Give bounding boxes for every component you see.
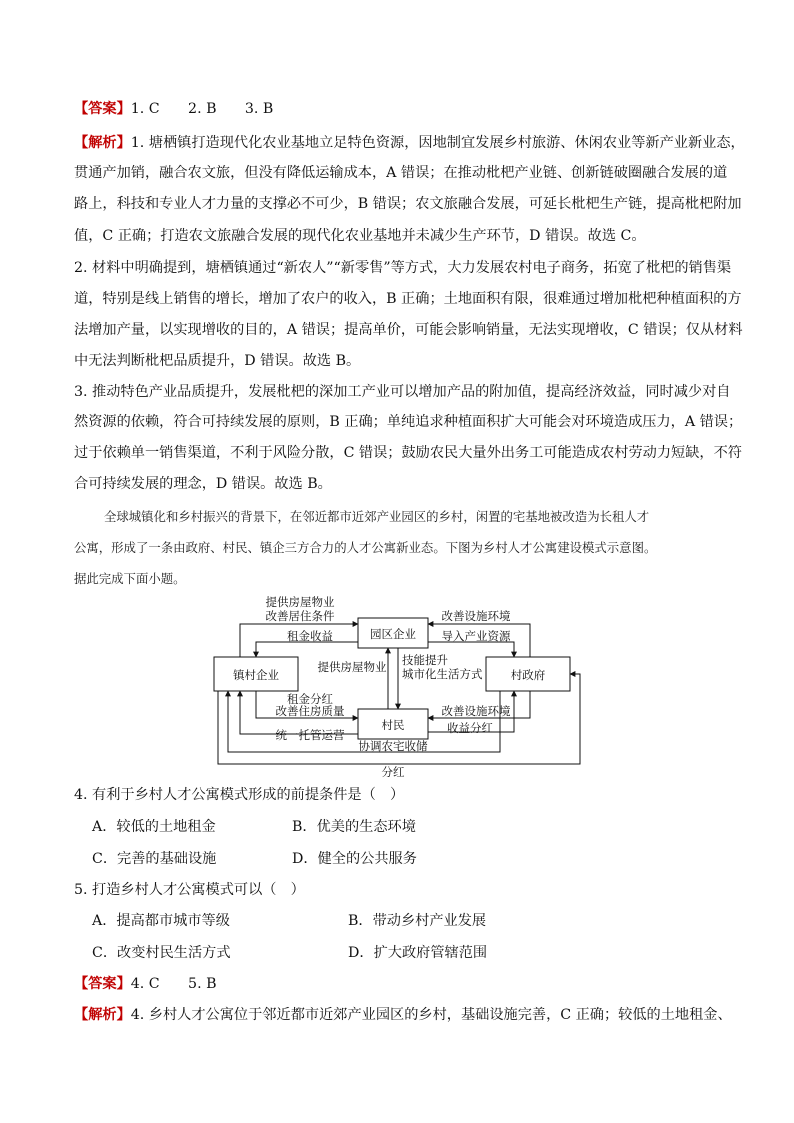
analysis-line: 法增加产量，以实现增收的目的，A 错误；提高单价，可能会影响销量，无法实现增收，C 错误；仅从材料 [74,322,743,338]
answer-tag: 【答案】 [74,976,131,992]
answer-text: 1. C 2. B 3. B [130,101,274,117]
node-park-label: 园区企业 [370,627,416,641]
label-park-to-town: 租金收益 [287,629,333,643]
analysis-line: 过于依赖单一销售渠道，不利于风险分散，C 错误；鼓励农民大量外出务工可能造成农村劳动力短缺，不符 [74,445,742,461]
label-park-to-gov: 导入产业资源 [441,629,511,643]
label-park-to-villager-1: 技能提升 [402,653,448,667]
label-town-to-villager-1: 租金分红 [287,692,333,706]
question-4-option-b[interactable]: B．优美的生态环境 [292,819,416,835]
label-town-to-park-1: 提供房屋物业 [265,595,335,609]
label-gov-to-town: 协调农宅收储 [358,739,428,753]
analysis-tag: 【解析】 [74,1007,131,1023]
analysis-line: 合可持续发展的理念，D 错误。故选 B。 [74,476,332,492]
label-villager-to-gov: 收益分红 [447,721,493,735]
analysis-text: 1. 塘栖镇打造现代化农业基地立足特色资源，因地制宜发展乡村旅游、休闲农业等新产业新业态， [130,135,745,151]
analysis-line-2 [74,1005,732,1025]
analysis-line: 路上，科技和专业人才力量的支撑必不可少，B 错误；农文旅融合发展，可延长枇杷生产链，提高枇杷附加 [74,196,742,212]
talent-apartment-diagram [200,588,590,780]
answer-tag: 【答案】 [74,101,131,117]
label-villager-to-park: 提供房屋物业 [317,660,387,674]
answer-line-1 [74,99,273,119]
question-5-option-c[interactable]: C．改变村民生活方式 [92,945,231,961]
question-4-option-d[interactable]: D．健全的公共服务 [292,851,417,867]
label-gov-to-park: 改善设施环境 [441,609,511,623]
analysis-line: 中无法判断枇杷品质提升，D 错误。故选 B。 [74,353,361,369]
analysis-line: 然资源的依赖，符合可持续发展的原则，B 正确；单纯追求种植面积扩大可能会对环境造成压力，A 错误； [74,414,743,430]
label-villager-to-town: 统一托管运营 [275,728,345,742]
answer-line-2 [74,974,217,994]
intro-line: 全球城镇化和乡村振兴的背景下，在邻近都市近郊产业园区的乡村，闲置的宅基地被改造为长租人才 [104,509,650,524]
question-4-option-c[interactable]: C．完善的基础设施 [92,851,217,867]
question-5-option-a[interactable]: A．提高都市城市等级 [92,913,230,929]
analysis-line: 贯通产加销，融合农文旅，但没有降低运输成本，A 错误；在推动枇杷产业链、创新链破圈融合发展的道 [74,165,728,181]
node-villager-label: 村民 [381,718,405,732]
analysis-line-1 [74,133,745,153]
label-town-to-park-2: 改善居住条件 [265,609,335,623]
node-gov-label: 村政府 [510,668,546,682]
label-gov-to-villager: 改善设施环境 [441,704,511,718]
question-4-stem: 4. 有利于乡村人才公寓模式形成的前提条件是（ ） [74,787,405,803]
intro-line: 公寓，形成了一条由政府、村民、镇企三方合力的人才公寓新业态。下图为乡村人才公寓建设模式示意图。 [74,540,657,555]
analysis-line: 道，特别是线上销售的增长，增加了农户的收入，B 正确；土地面积有限，很难通过增加枇杷种植面积的方 [74,291,742,307]
analysis-text: 4. 乡村人才公寓位于邻近都市近郊产业园区的乡村，基础设施完善，C 正确；较低的土地租金、 [130,1007,732,1023]
analysis-line: 3. 推动特色产业品质提升，发展枇杷的深加工产业可以增加产品的附加值，提高经济效益，同时减少对自 [74,384,731,400]
intro-line: 据此完成下面小题。 [74,571,186,586]
label-town-to-villager-2: 改善住房质量 [275,704,345,718]
question-5-stem: 5. 打造乡村人才公寓模式可以（ ） [74,882,305,898]
analysis-line: 值，C 正确；打造农文旅融合发展的现代化农业基地并未减少生产环节，D 错误。故选 C。 [74,228,646,244]
question-5-option-b[interactable]: B．带动乡村产业发展 [348,913,487,929]
question-4-option-a[interactable]: A．较低的土地租金 [92,819,216,835]
arrow-park-to-town [256,642,358,657]
label-town-to-gov: 分红 [381,765,405,779]
analysis-tag: 【解析】 [74,135,131,151]
question-5-option-d[interactable]: D．扩大政府管辖范围 [348,945,488,961]
answer-text: 4. C 5. B [130,976,217,992]
node-town-label: 镇村企业 [233,668,279,682]
analysis-line: 2. 材料中明确提到，塘栖镇通过“新农人”“新零售”等方式，大力发展农村电子商务，拓宽了枇杷的销售渠 [74,260,732,276]
label-park-to-villager-2: 城市化生活方式 [402,667,483,681]
